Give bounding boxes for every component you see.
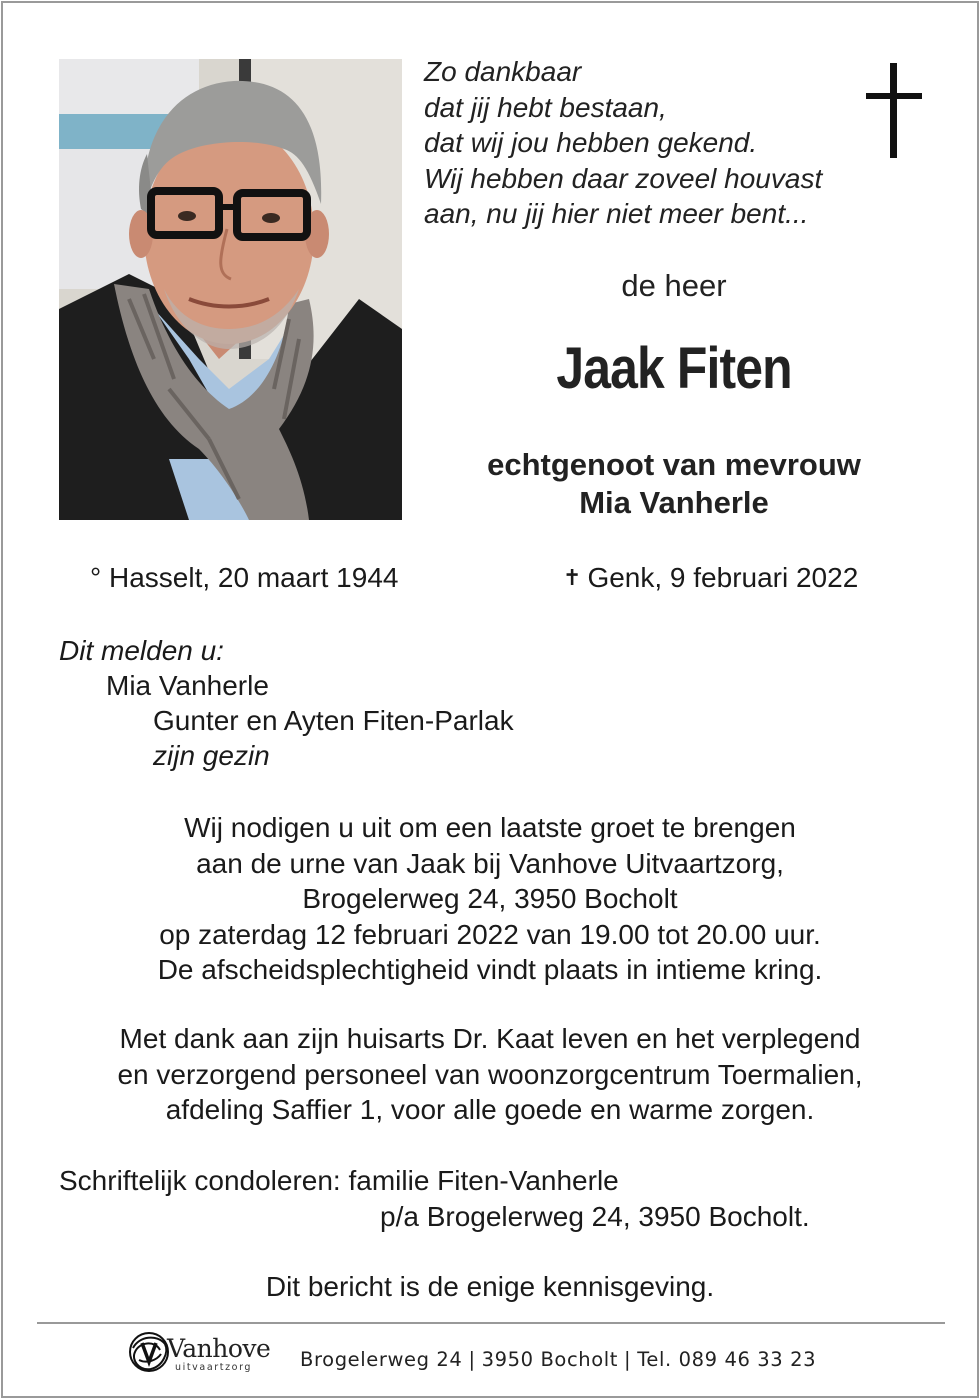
thanks-line: afdeling Saffier 1, voor alle goede en warme zorgen. xyxy=(165,1094,815,1125)
dagger-icon: ✝ xyxy=(563,565,582,590)
spouse-info xyxy=(424,446,924,522)
condolence-line: Schriftelijk condoleren: familie Fiten-Vanherle xyxy=(59,1165,619,1196)
announcement-line: zijn gezin xyxy=(153,740,270,771)
vanhove-logo-icon xyxy=(127,1330,171,1374)
announcement-line: Mia Vanherle xyxy=(106,670,269,701)
final-notice: Dit bericht is de enige kennisgeving. xyxy=(265,1271,715,1302)
death-text: Genk, 9 februari 2022 xyxy=(587,562,859,593)
poem-line: Wij hebben daar zoveel houvast xyxy=(424,162,823,194)
invitation-line: De afscheidsplechtigheid vindt plaats in intieme kring. xyxy=(157,954,823,985)
spouse-name: Mia Vanherle xyxy=(579,485,769,520)
footer-phone: Tel. 089 46 33 23 xyxy=(637,1348,817,1371)
poem-line: aan, nu jij hier niet meer bent... xyxy=(424,198,809,229)
poem-line: dat wij jou hebben gekend. xyxy=(424,127,758,158)
condolence-address-line: p/a Brogelerweg 24, 3950 Bocholt. xyxy=(380,1201,810,1232)
death-info xyxy=(563,562,858,594)
thanks-line: Met dank aan zijn huisarts Dr. Kaat leven en het verplegend xyxy=(119,1023,861,1054)
poem-line: dat jij hebt bestaan, xyxy=(424,91,667,123)
footer-address: Brogelerweg 24 xyxy=(300,1348,463,1371)
spouse-line: echtgenoot van mevrouw xyxy=(487,447,861,482)
birth-info: ° Hasselt, 20 maart 1944 xyxy=(90,562,399,593)
brand-name: Vanhove xyxy=(167,1334,271,1363)
announcement xyxy=(59,633,514,773)
footer-city: 3950 Bocholt xyxy=(481,1348,619,1371)
condolence-address xyxy=(59,1163,810,1235)
invitation-line: Wij nodigen u uit om een laatste groet te brengen xyxy=(184,812,796,843)
announcement-intro: Dit melden u: xyxy=(59,635,224,666)
portrait-photo xyxy=(59,59,402,520)
brand-subtitle: uitvaartzorg xyxy=(175,1362,253,1373)
invitation-paragraph xyxy=(40,810,940,988)
footer-divider xyxy=(37,1322,945,1324)
poem xyxy=(424,54,864,232)
thanks-paragraph xyxy=(40,1021,940,1128)
invitation-line: op zaterdag 12 februari 2022 van 19.00 tot 20.00 uur. xyxy=(159,918,821,950)
honorific: de heer xyxy=(621,268,727,303)
footer-contact: Brogelerweg 24 | 3950 Bocholt | Tel. 089 46 33 23 xyxy=(300,1348,817,1371)
deceased-name: Jaak Fiten xyxy=(556,336,792,401)
poem-line: Zo dankbaar xyxy=(424,56,582,87)
invitation-line: aan de urne van Jaak bij Vanhove Uitvaartzorg, xyxy=(196,847,784,879)
cross-icon xyxy=(866,63,922,158)
announcement-line: Gunter en Ayten Fiten-Parlak xyxy=(153,705,514,736)
invitation-line: Brogelerweg 24, 3950 Bocholt xyxy=(302,883,678,914)
funeral-home-logo xyxy=(127,1330,287,1380)
thanks-line: en verzorgend personeel van woonzorgcentrum Toermalien, xyxy=(117,1058,863,1090)
